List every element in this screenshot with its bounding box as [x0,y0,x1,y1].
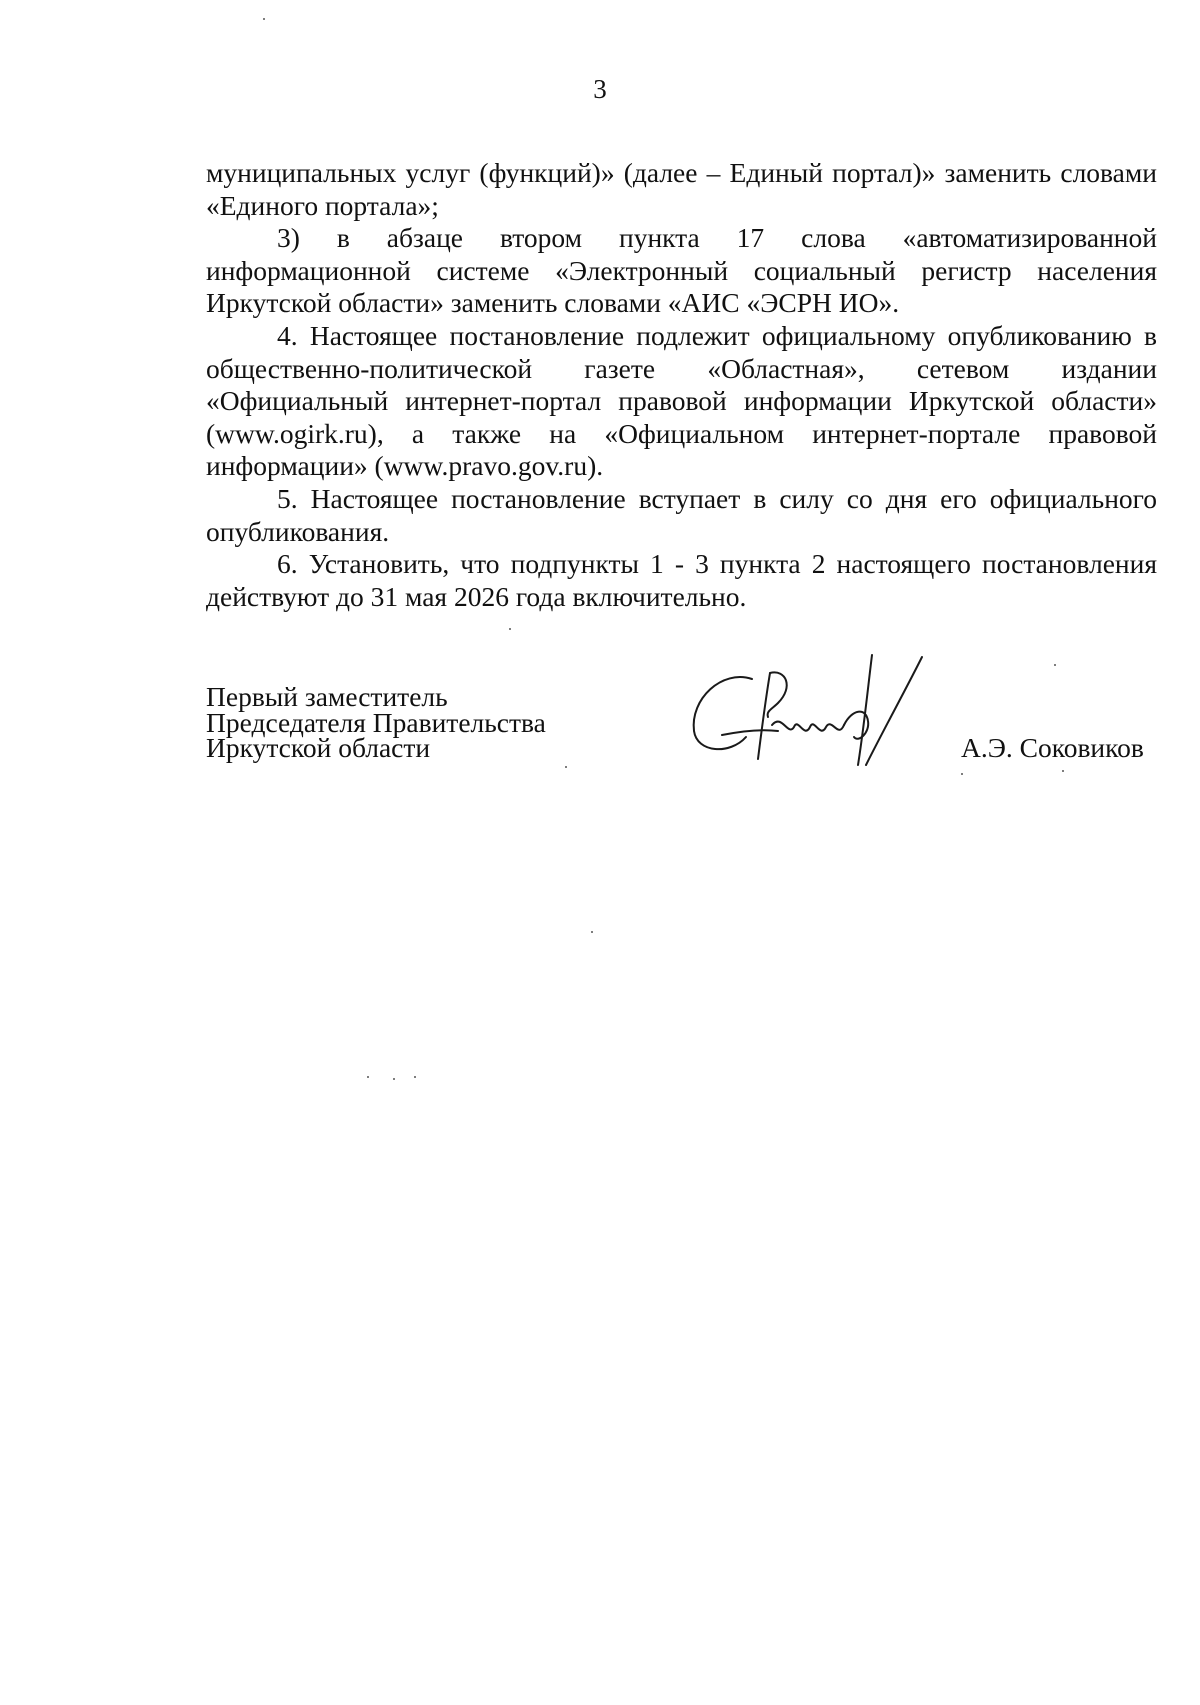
signatory-position [206,681,546,763]
scan-speck [565,766,567,768]
scan-speck [509,628,511,630]
signatory-name: А.Э. Соковиков [961,732,1144,763]
scan-speck [1054,664,1056,666]
paragraph-item-5: 5. Настоящее постановление вступает в силу со дня его официального опубликования. [206,482,1157,547]
paragraph-item-4: 4. Настоящее постановление подлежит официальному опубликованию в общественно-политической газете «Областная», сетевом издании «Официальный интернет-портал правовой информации Иркутской области» (www.ogirk.ru), а также на «Официальном интернет-портале правовой информации» (www.pravo.gov.ru). [206,319,1157,482]
signatory-position-line: Иркутской области [206,732,431,763]
page-number: 3 [593,74,607,104]
paragraph-continuation: муниципальных услуг (функций)» (далее – Единый портал)» заменить словами «Единого портала»; [206,157,1157,221]
paragraph-item-6: 6. Установить, что подпункты 1 - 3 пункта 2 настоящего постановления действуют до 31 мая 2026 года включительно. [206,548,1157,612]
scan-speck [1062,770,1064,772]
document-body [206,157,1157,613]
scan-speck [591,931,593,933]
scan-speck [414,1076,416,1078]
paragraph-item-3: 3) в абзаце втором пункта 17 слова «автоматизированной информационной системе «Электронный социальный регистр населения Иркутской области» заменить словами «АИС «ЭСРН ИО». [206,222,1157,319]
signatory-position-line: Первый заместитель [206,681,448,712]
scan-speck [367,1076,369,1078]
scan-speck [393,1078,395,1080]
scan-speck [263,18,265,20]
signatory-position-line: Председателя Правительства [206,706,546,738]
handwritten-signature-icon [682,647,947,772]
scan-speck [961,773,963,775]
